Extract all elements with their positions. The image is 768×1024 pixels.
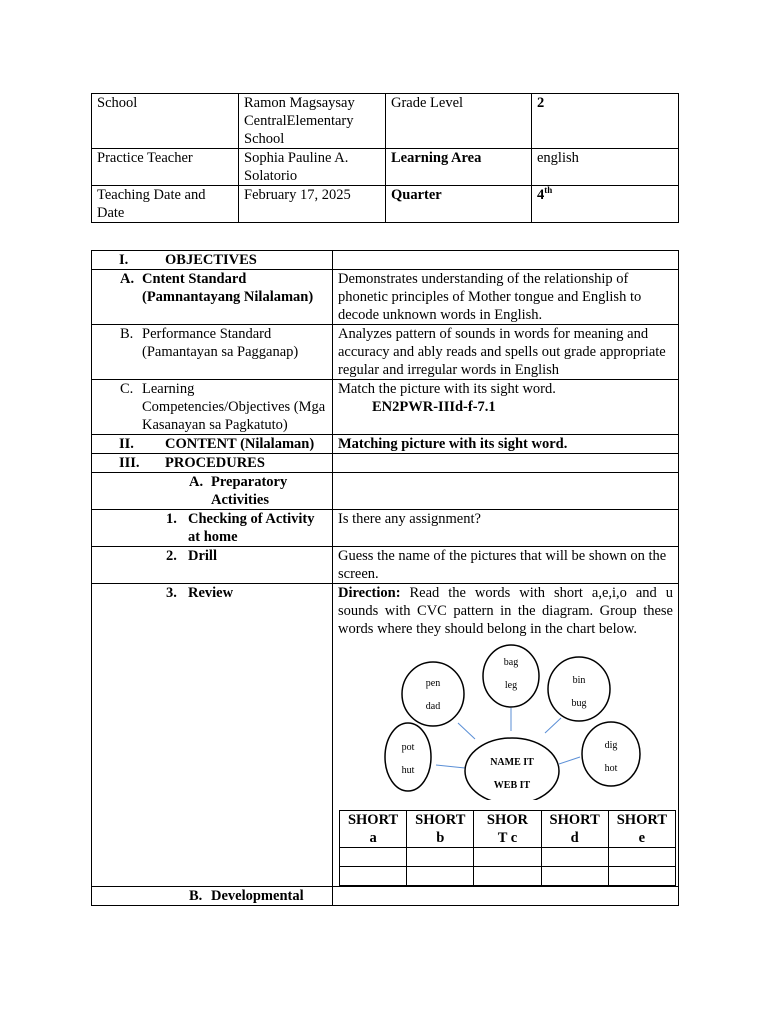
item-title: Learning Competencies/Objectives (Mga Kasanayan sa Pagkatuto) (142, 381, 326, 433)
section-number: III. (119, 455, 140, 471)
web-connector (559, 757, 580, 764)
learning-area-label: Learning Area (391, 150, 482, 166)
direction-text: Read the words with short a,e,i,o and u sounds with CVC pattern in the diagram. Group these words where they should belong in the chart below. (338, 585, 673, 637)
item-title: Performance Standard (142, 326, 272, 342)
item-subtitle: (Pamnantayang Nilalaman) (142, 289, 314, 305)
bubble-word: pot (401, 742, 415, 753)
header-row-school (92, 94, 679, 149)
web-connector (436, 765, 465, 768)
header-row-teacher (92, 149, 679, 186)
bubble-word: hot (604, 763, 618, 774)
chart-header: SHORT a (340, 811, 407, 848)
header-label (386, 186, 532, 223)
header-label: Grade Level (386, 94, 532, 149)
header-label: School (92, 94, 239, 149)
row-objectives (92, 251, 679, 270)
quarter-value: 4 (537, 187, 545, 203)
bubble-word: pen (425, 678, 441, 689)
chart-cell[interactable] (541, 867, 608, 886)
step-number: 2. (166, 548, 177, 564)
header-label (386, 149, 532, 186)
chart-cell[interactable] (608, 867, 675, 886)
item-title: Cntent Standard (142, 271, 247, 287)
row-content-standard (92, 270, 679, 325)
review-direction (338, 584, 673, 638)
chart-cell[interactable] (474, 867, 541, 886)
content-standard-text: Demonstrates understanding of the relationship of phonetic principles of Mother tongue and English to decode unknown words in English. (333, 270, 679, 325)
chart-cell[interactable] (474, 848, 541, 867)
item-letter: A. (120, 271, 135, 287)
direction-label: Direction: (338, 585, 401, 601)
chart-empty-row (340, 848, 676, 867)
row-review (92, 584, 679, 887)
word-bubble (402, 662, 464, 726)
row-performance-standard (92, 325, 679, 380)
content-text: Matching picture with its sight word. (338, 436, 568, 452)
chart-empty-row (340, 867, 676, 886)
row-developmental (92, 887, 679, 906)
chart-cell[interactable] (407, 848, 474, 867)
row-preparatory (92, 473, 679, 510)
item-subtitle: (Pamantayan sa Pagganap) (142, 344, 299, 360)
row-competencies (92, 380, 679, 435)
chart-cell[interactable] (608, 848, 675, 867)
chart-cell[interactable] (340, 867, 407, 886)
bubble-word: bin (572, 675, 586, 686)
center-word: WEB IT (493, 780, 531, 791)
row-checking (92, 510, 679, 547)
chart-header: SHORT e (608, 811, 675, 848)
item-title: Preparatory Activities (211, 474, 288, 508)
row-drill (92, 547, 679, 584)
chart-cell[interactable] (407, 867, 474, 886)
section-number: II. (119, 436, 134, 452)
bubble-word: bag (503, 657, 519, 668)
header-row-date (92, 186, 679, 223)
header-value (532, 186, 679, 223)
grade-level-value: 2 (537, 95, 545, 111)
chart-header: SHORT b (407, 811, 474, 848)
quarter-label: Quarter (391, 187, 442, 203)
web-connector (458, 723, 475, 739)
lesson-plan-table (91, 250, 679, 906)
header-value: February 17, 2025 (239, 186, 386, 223)
item-letter: A. (189, 474, 204, 490)
section-title: CONTENT (Nilalaman) (165, 436, 315, 452)
word-bubble (483, 645, 539, 707)
step-number: 1. (166, 511, 177, 527)
section-title: PROCEDURES (165, 455, 265, 471)
section-number: I. (119, 252, 129, 268)
quarter-suffix: th (544, 185, 553, 196)
bubble-word: dad (425, 701, 441, 712)
chart-header-row (340, 811, 676, 848)
header-label: Practice Teacher (92, 149, 239, 186)
step-title: Checking of Activity at home (188, 511, 315, 545)
competency-text: Match the picture with its sight word. (338, 381, 556, 397)
checking-text: Is there any assignment? (333, 510, 679, 547)
short-vowel-chart (339, 810, 676, 886)
header-info-table (91, 93, 679, 223)
chart-header: SHORT d (541, 811, 608, 848)
section-title: OBJECTIVES (165, 252, 257, 268)
row-procedures (92, 454, 679, 473)
drill-text: Guess the name of the pictures that will be shown on the screen. (333, 547, 679, 584)
chart-header: SHOR T c (474, 811, 541, 848)
word-bubble (582, 722, 640, 786)
bubble-word: bug (571, 698, 587, 709)
header-value: Sophia Pauline A. Solatorio (239, 149, 386, 186)
item-letter: B. (189, 888, 203, 904)
item-title: Developmental (211, 888, 304, 904)
step-title: Review (188, 585, 234, 601)
chart-cell[interactable] (541, 848, 608, 867)
step-number: 3. (166, 585, 177, 601)
bubble-word: hut (401, 765, 415, 776)
header-value: Ramon Magsaysay CentralElementary School (239, 94, 386, 149)
bubble-word: leg (504, 680, 518, 691)
competency-code: EN2PWR-IIId-f-7.1 (372, 399, 496, 415)
header-value (532, 94, 679, 149)
bubble-word: dig (604, 740, 618, 751)
chart-cell[interactable] (340, 848, 407, 867)
word-web-diagram (338, 640, 674, 800)
row-content (92, 435, 679, 454)
word-bubble (548, 657, 610, 721)
step-title: Drill (188, 548, 217, 564)
word-bubble (385, 723, 431, 791)
performance-standard-text: Analyzes pattern of sounds in words for meaning and accuracy and ably reads and spells out grade appropriate regular and irregular words in English (333, 325, 679, 380)
item-letter: B. (120, 326, 134, 342)
item-letter: C. (120, 381, 134, 397)
header-label: Teaching Date and Date (92, 186, 239, 223)
header-value: english (532, 149, 679, 186)
center-word: NAME IT (490, 757, 534, 768)
section-objectives (92, 251, 333, 270)
web-connector (545, 718, 561, 733)
